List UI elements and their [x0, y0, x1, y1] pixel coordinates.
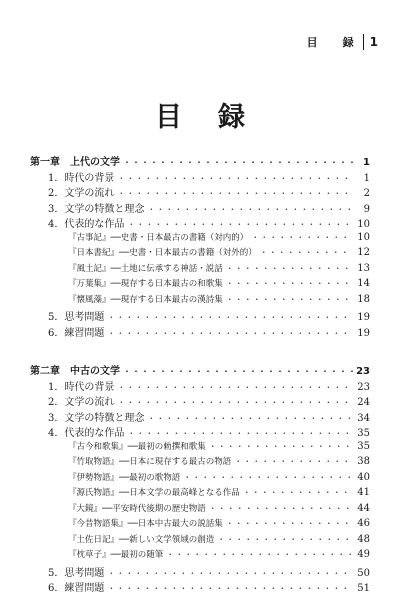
toc-work-label: 『大鏡』──平安時代後期の歴史物語 — [68, 503, 206, 514]
toc-section[interactable] — [30, 378, 370, 394]
toc-work-label: 『古事記』──史書・日本最古の書籍（対内的） — [68, 232, 249, 243]
toc-work-page: 41 — [357, 487, 370, 498]
leader-dots — [107, 312, 353, 323]
toc-work[interactable] — [30, 455, 370, 471]
toc-work[interactable] — [30, 486, 370, 502]
toc-work-page: 12 — [357, 247, 370, 258]
toc-section-label: 6．練習問題 — [48, 327, 105, 339]
toc-work-page: 18 — [357, 293, 370, 305]
toc-work[interactable] — [30, 548, 370, 564]
toc-work[interactable] — [30, 262, 370, 278]
toc-work-label: 『懐風藻』──現存する日本最古の漢詩集 — [68, 294, 223, 305]
toc-work-page: 35 — [357, 440, 370, 452]
toc-section-page: 19 — [357, 312, 370, 323]
toc-section-label: 1．時代の背景 — [48, 172, 115, 184]
toc-work-page: 44 — [357, 502, 370, 514]
running-header — [307, 34, 378, 50]
leader-dots — [123, 366, 353, 377]
toc-work-label: 『竹取物語』──日本に現存する最古の物語 — [68, 457, 232, 467]
toc-work[interactable] — [30, 246, 370, 262]
toc-work-label: 『今昔物語集』──日本中古最大の説話集 — [68, 519, 223, 529]
toc-chapter-label: 第二章 中古の文学 — [30, 366, 120, 377]
toc-section-label: 3．文学の特徴と理念 — [48, 412, 145, 424]
leader-dots — [166, 549, 353, 560]
toc-work-label: 『伊勢物語』──最初の歌物語 — [68, 472, 181, 483]
toc-section[interactable] — [30, 169, 370, 185]
toc-section-page: 51 — [357, 583, 370, 594]
toc-section-label: 2．文学の流れ — [48, 188, 115, 199]
toc-work-page: 10 — [357, 231, 370, 243]
toc-work-page: 14 — [357, 278, 370, 289]
leader-dots — [107, 568, 353, 579]
toc-work-label: 『風土記』──土地に伝承する神話・説話 — [68, 263, 223, 274]
leader-dots — [251, 232, 353, 243]
toc-chapter-page: 1 — [363, 157, 370, 168]
toc-work[interactable] — [30, 533, 370, 549]
toc-section-page: 19 — [357, 327, 370, 339]
toc-chapter[interactable] — [30, 362, 370, 378]
chapter-gap — [30, 339, 370, 362]
toc-work-page: 40 — [357, 471, 370, 483]
toc-section-label: 5．思考問題 — [48, 567, 105, 579]
toc-section[interactable] — [30, 308, 370, 324]
running-header-title: 目 録 — [306, 36, 361, 49]
toc-work-label: 『日本書紀』──史書・日本最古の書籍（対外的） — [68, 248, 257, 258]
toc-work-page: 38 — [357, 456, 370, 467]
page-title: 目録 — [155, 102, 281, 133]
toc-work-label: 『枕草子』──最初の随筆 — [68, 550, 164, 560]
leader-dots — [117, 173, 353, 184]
leader-dots — [260, 247, 353, 258]
toc-section-page: 10 — [357, 219, 370, 230]
toc-chapter[interactable] — [30, 153, 370, 169]
toc-work-page: 46 — [357, 518, 370, 529]
table-of-contents — [30, 153, 370, 595]
toc-section-label: 6．練習問題 — [48, 583, 105, 594]
leader-dots — [127, 219, 353, 230]
toc-section[interactable] — [30, 424, 370, 440]
leader-dots — [147, 204, 353, 215]
toc-work[interactable] — [30, 517, 370, 533]
toc-section-page: 1 — [363, 172, 370, 184]
toc-section-page: 35 — [357, 428, 370, 439]
leader-dots — [226, 263, 353, 274]
toc-section-page: 2 — [363, 188, 370, 199]
toc-section[interactable] — [30, 200, 370, 216]
leader-dots — [123, 157, 353, 168]
leader-dots — [107, 583, 353, 594]
toc-section[interactable] — [30, 409, 370, 425]
toc-chapter-page: 23 — [356, 366, 370, 377]
toc-section-page: 50 — [357, 567, 370, 579]
toc-section-page: 23 — [357, 381, 370, 393]
toc-chapter-label: 第一章 上代の文学 — [30, 157, 120, 168]
toc-section-page: 34 — [357, 412, 370, 424]
toc-work-page: 13 — [357, 262, 370, 274]
leader-dots — [243, 487, 353, 498]
leader-dots — [183, 472, 353, 483]
toc-section-label: 4．代表的な作品 — [48, 219, 125, 230]
toc-section[interactable] — [30, 579, 370, 595]
leader-dots — [127, 428, 353, 439]
toc-section-page: 24 — [357, 397, 370, 408]
toc-work[interactable] — [30, 440, 370, 456]
leader-dots — [226, 278, 353, 289]
leader-dots — [117, 397, 353, 408]
toc-work-label: 『万葉集』──現存する日本最古の和歌集 — [68, 279, 223, 289]
toc-work[interactable] — [30, 502, 370, 518]
toc-section[interactable] — [30, 393, 370, 409]
toc-work-label: 『古今和歌集』──最初の勅撰和歌集 — [68, 441, 206, 452]
toc-work-page: 48 — [357, 533, 370, 545]
leader-dots — [117, 382, 353, 393]
toc-work[interactable] — [30, 231, 370, 247]
toc-section[interactable] — [30, 324, 370, 340]
leader-dots — [226, 518, 353, 529]
leader-dots — [117, 188, 353, 199]
toc-work-label: 『土佐日記』──新しい文学領域の創造 — [68, 534, 215, 545]
toc-section-label: 3．文学の特徴と理念 — [48, 203, 145, 215]
leader-dots — [209, 441, 353, 452]
toc-section-label: 1．時代の背景 — [48, 381, 115, 393]
header-divider — [363, 34, 364, 50]
toc-section[interactable] — [30, 564, 370, 580]
toc-section-label: 4．代表的な作品 — [48, 428, 125, 439]
leader-dots — [217, 534, 353, 545]
leader-dots — [234, 456, 353, 467]
page-number: 1 — [369, 35, 378, 49]
toc-work-label: 『源氏物語』──日本文学の最高峰となる作品 — [68, 488, 240, 498]
leader-dots — [226, 294, 353, 305]
leader-dots — [107, 328, 353, 339]
toc-section-page: 9 — [363, 203, 370, 215]
toc-section-label: 2．文学の流れ — [48, 397, 115, 408]
toc-section-label: 5．思考問題 — [48, 312, 105, 323]
toc-work[interactable] — [30, 471, 370, 487]
leader-dots — [147, 413, 353, 424]
toc-work[interactable] — [30, 293, 370, 309]
toc-work[interactable] — [30, 277, 370, 293]
toc-section[interactable] — [30, 184, 370, 200]
leader-dots — [209, 503, 353, 514]
toc-section[interactable] — [30, 215, 370, 231]
toc-work-page: 49 — [357, 549, 370, 560]
